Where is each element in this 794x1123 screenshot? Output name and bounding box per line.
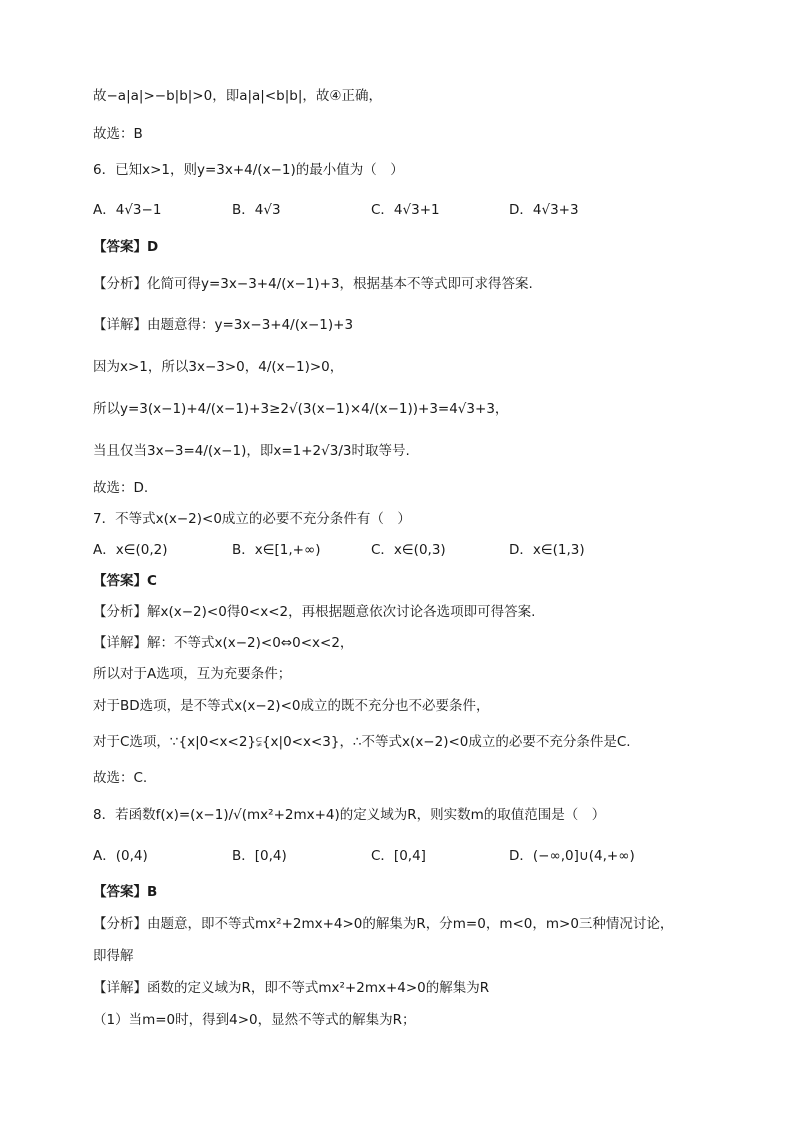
q8-case-1: （1）当m=0时，得到4>0，显然不等式的解集为R； [93, 1012, 416, 1028]
q7-option-d: D．x∈(1,3) [509, 542, 585, 558]
q6-option-c: C．4√3+1 [371, 202, 440, 218]
q6-analysis: 【分析】化简可得y=3x−3+4/(x−1)+3，根据基本不等式即可求得答案. [93, 276, 533, 292]
q7-option-c: C．x∈(0,3) [371, 542, 446, 558]
q6-detail: 【详解】由题意得：y=3x−3+4/(x−1)+3 [93, 317, 354, 333]
q8-analysis-1: 【分析】由题意，即不等式mx²+2mx+4>0的解集为R，分m=0，m<0，m>0三种情况讨论， [93, 916, 674, 932]
q6-step-1: 因为x>1，所以3x−3>0，4/(x−1)>0， [93, 359, 344, 375]
q6-step-2: 所以y=3(x−1)+4/(x−1)+3≥2√(3(x−1)×4/(x−1))+3=4√3+3， [93, 401, 509, 417]
q6-option-a: A．4√3−1 [93, 202, 162, 218]
question-8-stem: 8．若函数f(x)=(x−1)/√(mx²+2mx+4)的定义域为R，则实数m的取值范围是（ ） [93, 807, 606, 823]
text-line-q5-selection: 故选：B [93, 126, 143, 142]
q8-analysis-2: 即得解 [93, 948, 134, 964]
question-7-stem: 7．不等式x(x−2)<0成立的必要不充分条件有（ ） [93, 511, 411, 527]
q6-selection: 故选：D. [93, 480, 149, 496]
q8-option-c: C．[0,4] [371, 848, 426, 864]
q7-selection: 故选：C. [93, 770, 148, 786]
q7-step-2: 对于BD选项，是不等式x(x−2)<0成立的既不充分也不必要条件， [93, 698, 490, 714]
q6-option-d: D．4√3+3 [509, 202, 579, 218]
q8-answer: 【答案】B [93, 884, 158, 900]
q6-option-b: B．4√3 [232, 202, 281, 218]
q7-option-b: B．x∈[1,+∞) [232, 542, 321, 558]
q7-option-a: A．x∈(0,2) [93, 542, 168, 558]
q7-step-1: 所以对于A选项，互为充要条件； [93, 666, 292, 682]
question-6-stem: 6．已知x>1，则y=3x+4/(x−1)的最小值为（ ） [93, 162, 404, 178]
q8-option-b: B．[0,4) [232, 848, 287, 864]
text-line-q5-conclusion: 故−a|a|>−b|b|>0，即a|a|<b|b|，故④正确， [93, 88, 383, 104]
q8-option-d: D．(−∞,0]∪(4,+∞) [509, 848, 635, 864]
q6-answer: 【答案】D [93, 239, 159, 255]
q8-option-a: A．(0,4) [93, 848, 148, 864]
q7-step-3: 对于C选项，∵{x|0<x<2}⫋{x|0<x<3}，∴不等式x(x−2)<0成立的必要不充分条件是C. [93, 734, 631, 750]
q6-step-3: 当且仅当3x−3=4/(x−1)，即x=1+2√3/3时取等号. [93, 443, 410, 459]
q7-analysis: 【分析】解x(x−2)<0得0<x<2，再根据题意依次讨论各选项即可得答案. [93, 604, 536, 620]
q7-answer: 【答案】C [93, 573, 157, 589]
q7-detail: 【详解】解：不等式x(x−2)<0⇔0<x<2， [93, 635, 354, 651]
q8-detail: 【详解】函数的定义域为R，即不等式mx²+2mx+4>0的解集为R [93, 980, 490, 996]
